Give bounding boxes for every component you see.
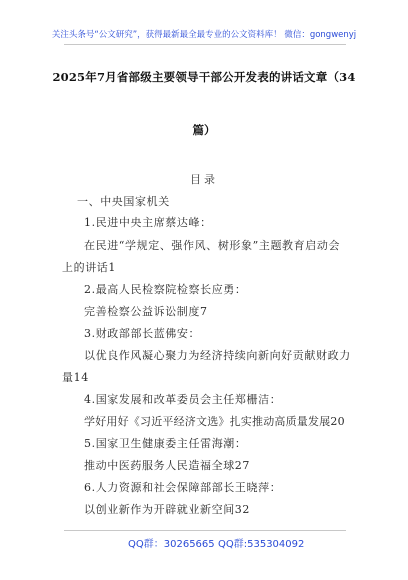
header-divider [64, 44, 346, 45]
toc-entry-text: 学好用好《习近平经济文选》扎实推动高质量发展20 [84, 415, 345, 428]
toc-entry-text: 推动中医药服务人民造福全球27 [84, 459, 250, 472]
toc-entry-text: 完善检察公益诉讼制度7 [84, 305, 208, 318]
document-title-continued: 篇） [192, 123, 216, 137]
toc-entry-text: 上的讲话1 [62, 261, 116, 274]
document-title: 2025年7月省部级主要领导干部公开发表的讲话文章（34 [52, 70, 356, 84]
footer-qq-group-2: QQ群:535304092 [218, 539, 305, 550]
toc-entry-title: 4.国家发展和改革委员会主任郑栅洁： [84, 393, 282, 406]
footer-divider [64, 530, 346, 531]
toc-section-heading: 一、中央国家机关 [77, 195, 170, 208]
toc-entry-text: 在民进“学规定、强作风、树形象”主题教育启动会 [84, 239, 341, 252]
toc-entry-text: 以创业新作为开辟就业新空间32 [84, 503, 250, 516]
toc-entry-title: 6.人力资源和社会保障部部长王晓萍： [84, 481, 282, 494]
toc-heading: 目录 [190, 173, 218, 186]
toc-entry-title: 5.国家卫生健康委主任雷海潮： [84, 437, 247, 450]
toc-entry-title: 3.财政部部长蓝佛安： [84, 327, 201, 340]
header-note: 关注头条号“公文研究”，获得最新最全最专业的公文资料库！ 微信：gongwenyj [51, 30, 357, 40]
toc-entry-title: 2.最高人民检察院检察长应勇： [84, 283, 247, 296]
toc-entry-text: 以优良作风凝心聚力为经济持续向新向好贡献财政力 [84, 349, 351, 362]
toc-entry-title: 1.民进中央主席蔡达峰： [84, 216, 212, 229]
footer-qq-group-1: QQ群：30265665 [128, 539, 215, 550]
toc-entry-text: 量14 [62, 371, 89, 384]
